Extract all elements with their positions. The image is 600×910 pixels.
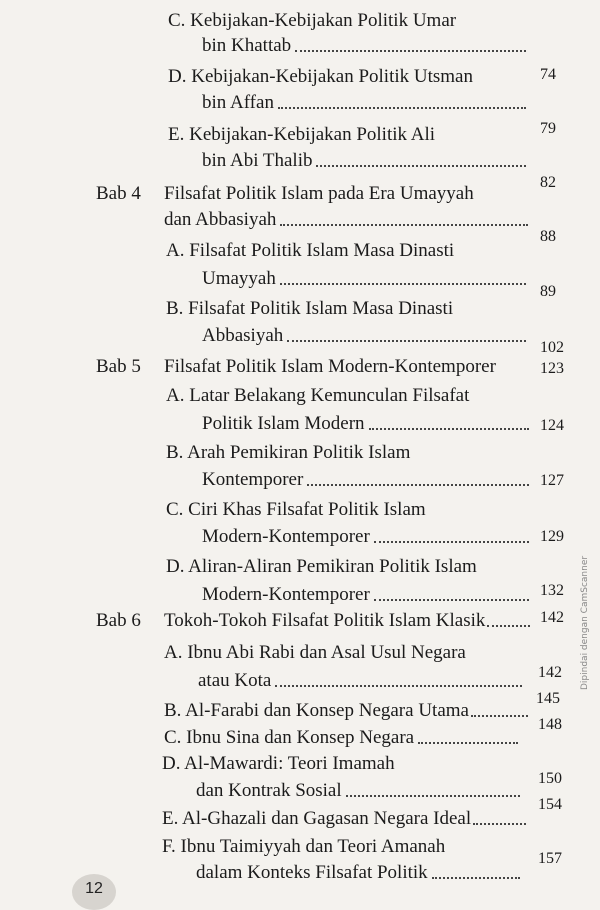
page-number-bab6: 142 (540, 609, 564, 626)
footer-page-number: 12 (72, 874, 116, 910)
toc-entry-utsman-line1: D. Kebijakan-Kebijakan Politik Utsman (168, 66, 473, 87)
leader-dots (487, 624, 530, 627)
toc-entry-b4a-text: Umayyah (202, 268, 276, 289)
chapter-title-bab6 (164, 610, 534, 632)
toc-entry-b6b-text: B. Al-Farabi dan Konsep Negara Utama (164, 700, 469, 721)
chapter-title-bab4-text: dan Abbasiyah (164, 209, 277, 230)
page-number-b5c: 129 (540, 528, 564, 545)
toc-entry-b6e (162, 808, 528, 830)
toc-entry-b4b-text: Abbasiyah (202, 325, 284, 346)
leader-dots (287, 339, 526, 342)
toc-entry-utsman-text: bin Affan (202, 92, 274, 113)
leader-dots (374, 598, 529, 601)
page-number-b6a: 142 (538, 664, 562, 681)
toc-entry-b5b-line2 (202, 469, 535, 491)
toc-entry-ali-line1: E. Kebijakan-Kebijakan Politik Ali (168, 124, 436, 145)
leader-dots (432, 876, 520, 879)
toc-entry-b4a-line1: A. Filsafat Politik Islam Masa Dinasti (166, 240, 455, 261)
toc-entry-b6f-text: dalam Konteks Filsafat Politik (196, 862, 428, 883)
page-number-b6d: 150 (538, 770, 562, 787)
toc-entry-umar-line1: C. Kebijakan-Kebijakan Politik Umar (168, 10, 457, 31)
page-number-b4b: 102 (540, 339, 564, 356)
toc-entry-b6f-line1: F. Ibnu Taimiyyah dan Teori Amanah (162, 836, 446, 857)
chapter-title-bab4-line2 (164, 209, 534, 231)
toc-entry-b6a-line2 (198, 670, 528, 692)
toc-entry-umar-line2 (202, 35, 532, 57)
toc-entry-b6d-text: dan Kontrak Sosial (196, 780, 342, 801)
toc-entry-b6f-line2 (196, 862, 526, 884)
toc-entry-b5a-text: Politik Islam Modern (202, 413, 365, 434)
toc-entry-ali-line2 (202, 150, 532, 172)
scanner-watermark: Dipindai dengan CamScanner (580, 555, 590, 690)
toc-entry-b6a-line1: A. Ibnu Abi Rabi dan Asal Usul Negara (164, 642, 466, 663)
page-number-b6e: 154 (538, 796, 562, 813)
toc-entry-b6a-text: atau Kota (198, 670, 272, 691)
page-number-b5d: 132 (540, 582, 564, 599)
chapter-label-bab4: Bab 4 (96, 183, 141, 204)
leader-dots (280, 223, 528, 226)
toc-entry-b5a-line1: A. Latar Belakang Kemunculan Filsafat (166, 385, 470, 406)
page-number-b5b: 127 (540, 472, 564, 489)
leader-dots (280, 282, 526, 285)
toc-entry-b5c-line1: C. Ciri Khas Filsafat Politik Islam (166, 499, 426, 520)
toc-entry-b5c-line2 (202, 526, 535, 548)
leader-dots (471, 714, 528, 717)
toc-entry-b6e-text: E. Al-Ghazali dan Gagasan Negara Ideal (162, 808, 472, 829)
toc-entry-utsman-line2 (202, 92, 532, 114)
page-number-bab5: 123 (540, 360, 564, 377)
chapter-title-bab5: Filsafat Politik Islam Modern-Kontemporer (164, 356, 496, 377)
leader-dots (275, 684, 522, 687)
toc-entry-b4a-line2 (202, 268, 532, 290)
page-number-umar: 74 (540, 66, 556, 83)
page-number-b6f: 157 (538, 850, 562, 867)
toc-entry-b5a-line2 (202, 413, 535, 435)
page-number-ali: 82 (540, 174, 556, 191)
leader-dots (346, 794, 520, 797)
leader-dots (369, 427, 529, 430)
toc-entry-b6c (164, 727, 524, 749)
leader-dots (295, 49, 526, 52)
page-number-bab4: 88 (540, 228, 556, 245)
leader-dots (307, 483, 529, 486)
toc-entry-b5d-line2 (202, 584, 535, 606)
toc-entry-b5b-line1: B. Arah Pemikiran Politik Islam (166, 442, 411, 463)
leader-dots (278, 106, 526, 109)
toc-entry-umar-text: bin Khattab (202, 35, 292, 56)
chapter-title-bab4-line1: Filsafat Politik Islam pada Era Umayyah (164, 183, 474, 204)
chapter-label-bab6: Bab 6 (96, 610, 141, 631)
leader-dots (316, 164, 526, 167)
toc-entry-b5d-text: Modern-Kontemporer (202, 584, 370, 605)
toc-entry-b6b (164, 700, 530, 722)
chapter-label-bab5: Bab 5 (96, 356, 141, 377)
page-number-utsman: 79 (540, 120, 556, 137)
page-number-b6b: 145 (536, 690, 560, 707)
leader-dots (473, 822, 526, 825)
page-number-b4a: 89 (540, 283, 556, 300)
toc-entry-b4b-line1: B. Filsafat Politik Islam Masa Dinasti (166, 298, 454, 319)
toc-entry-b5b-text: Kontemporer (202, 469, 304, 490)
toc-entry-b6d-line2 (196, 780, 526, 802)
toc-entry-b5d-line1: D. Aliran-Aliran Pemikiran Politik Islam (166, 556, 477, 577)
toc-entry-ali-text: bin Abi Thalib (202, 150, 313, 171)
toc-entry-b6d-line1: D. Al-Mawardi: Teori Imamah (162, 753, 395, 774)
toc-entry-b6c-text: C. Ibnu Sina dan Konsep Negara (164, 727, 415, 748)
page-number-b5a: 124 (540, 417, 564, 434)
leader-dots (418, 741, 518, 744)
chapter-title-bab6-text: Tokoh-Tokoh Filsafat Politik Islam Klasik (164, 610, 486, 631)
toc-entry-b5c-text: Modern-Kontemporer (202, 526, 370, 547)
leader-dots (374, 540, 529, 543)
page-number-b6c: 148 (538, 716, 562, 733)
toc-entry-b4b-line2 (202, 325, 532, 347)
